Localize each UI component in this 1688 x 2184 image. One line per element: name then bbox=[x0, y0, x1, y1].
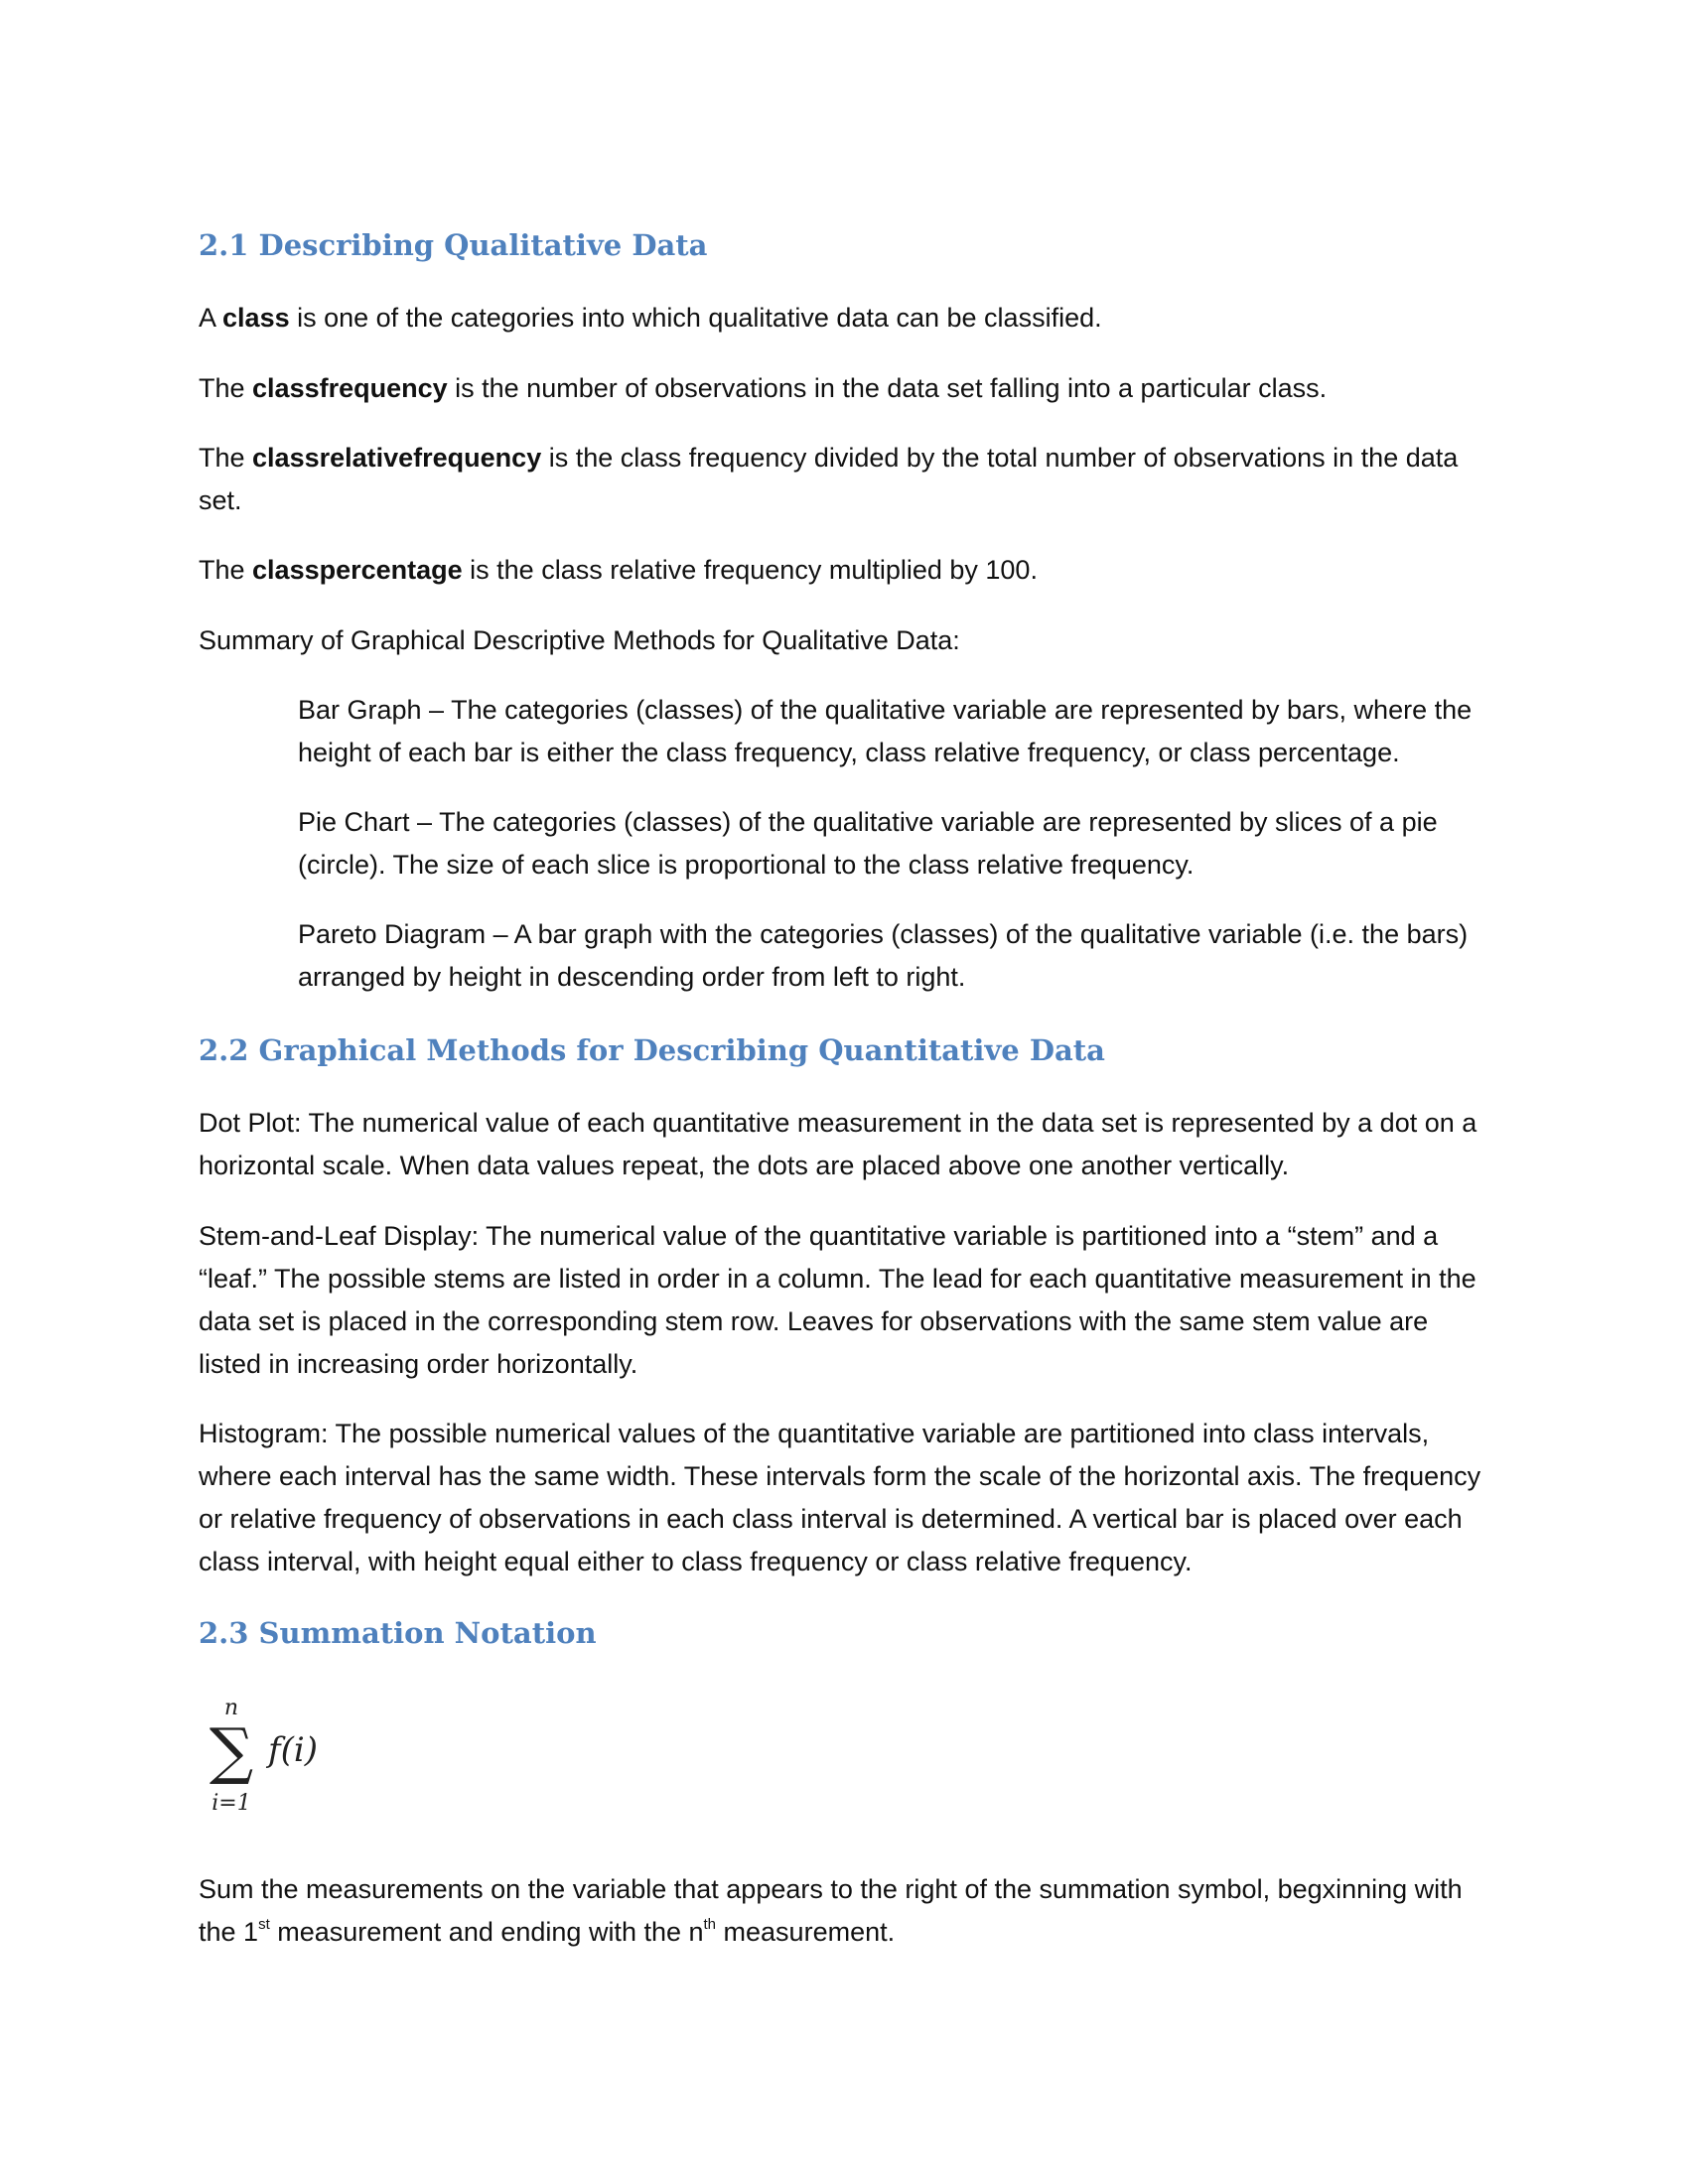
histogram-text: Histogram: The possible numerical values of the quantitative variable are partitioned into class intervals, where each interval has the same width. These intervals form the scale of the horizontal axis. The frequency or relative frequency of observations in each class interval is determined. A vertical bar is placed over each class interval, with height equal either to class frequency or class relative frequency. bbox=[199, 1419, 1481, 1576]
section-2-3-heading: 2.3 Summation Notation bbox=[199, 1616, 597, 1650]
summary-intro-text: Summary of Graphical Descriptive Methods for Qualitative Data: bbox=[199, 625, 960, 655]
class-term: class bbox=[222, 303, 290, 333]
summation-explanation bbox=[199, 1868, 1489, 1954]
class-relative-frequency-definition bbox=[199, 437, 1489, 522]
class-definition bbox=[199, 297, 1489, 340]
explanation-sup-th: th bbox=[703, 1916, 717, 1933]
relfreq-def-rest: is the class frequency divided by the total number of observations in the data set. bbox=[199, 443, 1459, 515]
stem-leaf-paragraph bbox=[199, 1215, 1489, 1386]
dot-plot-text: Dot Plot: The numerical value of each quantitative measurement in the data set is represented by a dot on a horizontal scale. When data values repeat, the dots are placed above one another vertically. bbox=[199, 1108, 1477, 1180]
section-2-1-heading: 2.1 Describing Qualitative Data bbox=[199, 228, 708, 262]
method-bar-graph bbox=[298, 689, 1499, 774]
section-2-2-heading: 2.2 Graphical Methods for Describing Quantitative Data bbox=[199, 1033, 1105, 1067]
pct-def-rest: is the class relative frequency multiplied by 100. bbox=[462, 555, 1038, 585]
section-2-3-heading-wrap bbox=[199, 1615, 1489, 1651]
summation-lower-limit: i=1 bbox=[211, 1791, 251, 1816]
section-2-1-heading-wrap bbox=[199, 227, 1489, 263]
pie-chart-text: Pie Chart – The categories (classes) of the qualitative variable are represented by slices of a pie (circle). The size of each slice is proportional to the class relative frequency. bbox=[298, 807, 1438, 880]
explanation-part2: measurement and ending with the n bbox=[269, 1917, 704, 1947]
explanation-part3: measurement. bbox=[716, 1917, 896, 1947]
freq-def-rest: is the number of observations in the data set falling into a particular class. bbox=[447, 373, 1328, 403]
relfreq-def-pre: The bbox=[199, 443, 253, 473]
histogram-paragraph bbox=[199, 1413, 1489, 1583]
summation-upper-limit: n bbox=[223, 1696, 239, 1720]
dot-plot-paragraph bbox=[199, 1102, 1489, 1187]
class-def-rest: is one of the categories into which qualitative data can be classified. bbox=[289, 303, 1102, 333]
class-def-pre: A bbox=[199, 303, 223, 333]
stem-leaf-text: Stem-and-Leaf Display: The numerical value of the quantitative variable is partitioned into a “stem” and a “leaf.” The possible stems are listed in order in a column. The lead for each quantitative measurement in the data set is placed in the corresponding stem row. Leaves for observations with the same stem value are listed in increasing order horizontally. bbox=[199, 1221, 1477, 1379]
method-pareto-diagram bbox=[298, 913, 1499, 999]
explanation-sup-st: st bbox=[258, 1916, 270, 1933]
explanation-part1: Sum the measurements on the variable that appears to the right of the summation symbol, begxinning with the 1 bbox=[199, 1874, 1463, 1947]
class-relative-frequency-term: classrelativefrequency bbox=[252, 443, 542, 473]
summation-formula bbox=[199, 1693, 348, 1822]
method-pie-chart bbox=[298, 801, 1499, 887]
freq-def-pre: The bbox=[199, 373, 253, 403]
class-frequency-definition bbox=[199, 367, 1489, 410]
class-frequency-term: classfrequency bbox=[252, 373, 448, 403]
summation-term: f(i) bbox=[268, 1730, 318, 1770]
summation-sigma-symbol: ∑ bbox=[209, 1714, 254, 1787]
pareto-diagram-text: Pareto Diagram – A bar graph with the categories (classes) of the qualitative variable (i.e. the bars) arranged by height in descending order from left to right. bbox=[298, 919, 1469, 992]
class-percentage-definition bbox=[199, 549, 1489, 592]
class-percentage-term: classpercentage bbox=[252, 555, 463, 585]
pct-def-pre: The bbox=[199, 555, 253, 585]
summary-intro bbox=[199, 619, 1489, 662]
section-2-2-heading-wrap bbox=[199, 1032, 1489, 1068]
bar-graph-text: Bar Graph – The categories (classes) of the qualitative variable are represented by bars, where the height of each bar is either the class frequency, class relative frequency, or class percentage. bbox=[298, 695, 1473, 767]
